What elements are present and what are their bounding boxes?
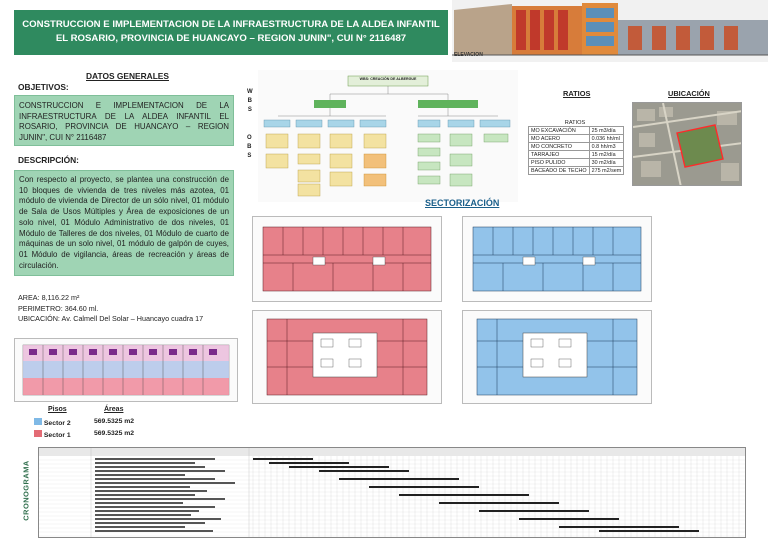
title-line-1: CONSTRUCCION E IMPLEMENTACION DE LA INFRAESTRUCTURA DE LA ALDEA INFANTIL (22, 19, 440, 30)
descripcion-box (14, 170, 234, 276)
objetivos-text: CONSTRUCCION E IMPLEMENTACION DE LA INFRAESTRUCTURA DE LA ALDEA INFANTIL EL ROSARIO, PROVINCIA DE HUANCAYO – REGION JUNIN", CUI N° 2116487 (19, 101, 229, 143)
sector-elevation-drawing (14, 338, 238, 402)
legend-pisos-header: Pisos (48, 406, 67, 413)
wbs-root-label: WBS: CREACIÓN DE ALBERGUE (359, 77, 417, 81)
cronograma-label-box (16, 452, 36, 536)
ratio-row: MO EXCAVACIÓN 25 m3/día (529, 127, 624, 135)
gantt-chart (38, 447, 746, 538)
ratios-table-header: RATIOS (564, 120, 586, 126)
ratio-row: MO CONCRETO 0.8 hh/m3 (529, 143, 624, 151)
floor-plan-red-2 (252, 310, 442, 404)
project-data (18, 293, 203, 325)
sector-1-name: Sector 1 (43, 432, 71, 439)
sector-2-area: 569.5325 m2 (94, 418, 135, 425)
floor-plan-blue-1 (462, 216, 652, 302)
sector-2-swatch (34, 418, 42, 425)
sectorizacion-title: SECTORIZACIÓN (425, 198, 500, 208)
ratios-title: RATIOS (563, 89, 591, 98)
ubicacion-text: UBICACIÓN: Av. Calmell Del Solar – Huancayo cuadra 17 (18, 314, 204, 323)
elevation-label: ELEVACION (454, 52, 483, 58)
ratio-row: PISO PULIDO 30 m2/día (529, 159, 624, 167)
ratio-row: BACEADO DE TECHO 275 m2/sem (529, 167, 624, 175)
floor-plan-blue-2 (462, 310, 652, 404)
ratios-grid (528, 126, 624, 175)
ratio-row: TARRAJEO 15 m2/día (529, 151, 624, 159)
ubicacion-title: UBICACIÓN (668, 89, 710, 98)
page-title (14, 10, 448, 55)
datos-generales-title: DATOS GENERALES (86, 71, 169, 81)
location-map (632, 102, 742, 186)
legend-row-sector-2 (34, 418, 71, 427)
sector-1-area: 569.5325 m2 (94, 430, 135, 437)
legend-row-sector-1 (34, 430, 71, 439)
objetivos-box (14, 95, 234, 146)
obs-letters: O B S (247, 135, 252, 159)
cronograma-label: CRONOGRAMA (21, 460, 31, 521)
floor-plan-red-1 (252, 216, 442, 302)
wbs-diagram (258, 70, 518, 202)
ratio-row: MO ACERO 0.036 hh/ml (529, 135, 624, 143)
sector-2-name: Sector 2 (43, 420, 71, 427)
title-line-2: EL ROSARIO, PROVINCIA DE HUANCAYO – REGION JUNIN", CUI N° 2116487 (55, 33, 407, 44)
elevation-drawing (452, 0, 768, 62)
wbs-letters: W B S (247, 89, 253, 113)
objetivos-label: OBJETIVOS: (18, 82, 69, 92)
descripcion-label: DESCRIPCIÓN: (18, 155, 79, 165)
legend-areas-header: Áreas (104, 406, 124, 413)
ratios-table (528, 120, 624, 175)
descripcion-text: Con respecto al proyecto, se plantea una construcción de 10 bloques de vivienda de tres niveles más azotea, 01 módulo de vivienda de Director de un sólo nivel, 01 módulo de Sala de Usos Múltiples y Área de exposiciones de un solo nivel, 01 Módulo Administrativo de dos niveles, 01 Módulo de Talleres de dos niveles, 01 Módulo de cuarto de máquinas de un solo nivel, 01 módulo de galpón de cuyes, 01 Módulo de vigilancia, áreas de recreación y áreas de circulación. (19, 175, 229, 270)
area-text: AREA: 8,116.22 m² (18, 293, 80, 302)
sector-1-swatch (34, 430, 42, 437)
perimetro-text: PERIMETRO: 364.60 ml. (18, 303, 99, 313)
